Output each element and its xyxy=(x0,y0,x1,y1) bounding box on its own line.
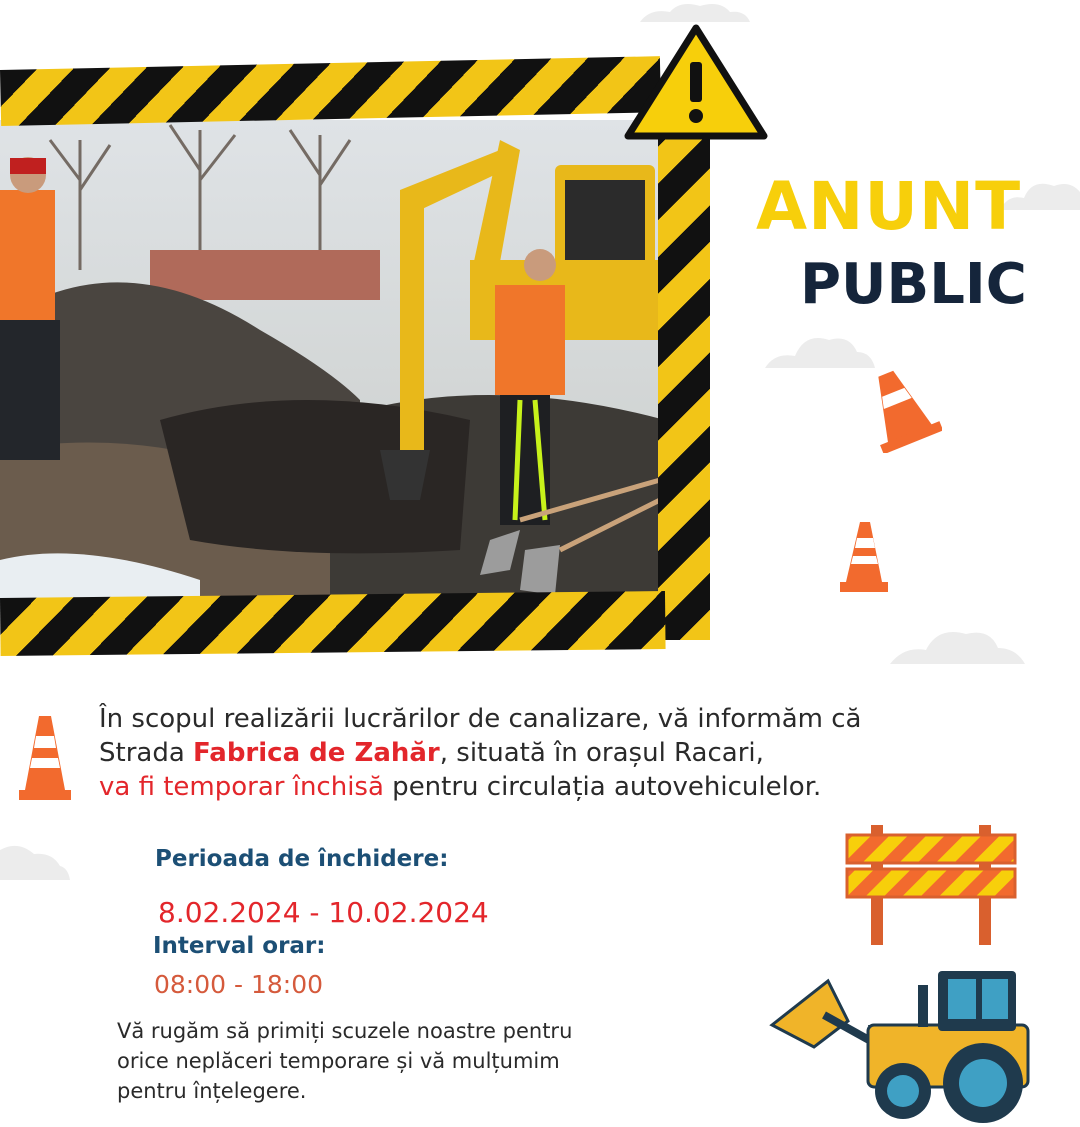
cloud-icon xyxy=(640,0,750,22)
closing-line1: Vă rugăm să primiți scuzele noastre pentru xyxy=(117,1019,573,1043)
notice-part1: În scopul realizării lucrărilor de canalizare, vă informăm că xyxy=(99,704,862,734)
hazard-stripe-bottom xyxy=(0,591,666,656)
warning-icon xyxy=(622,22,770,142)
cloud-icon xyxy=(765,326,875,368)
road-barrier-icon xyxy=(845,825,1017,947)
bulldozer-icon xyxy=(768,965,1034,1127)
interval-value: 08:00 - 18:00 xyxy=(154,970,324,999)
street-name: Fabrica de Zahăr xyxy=(193,738,440,768)
construction-photo xyxy=(0,120,665,612)
period-label: Perioada de închidere: xyxy=(155,846,449,872)
title-anunt: ANUNT xyxy=(756,168,1022,245)
closed-phrase: va fi temporar închisă xyxy=(99,772,384,802)
traffic-cone-icon xyxy=(838,520,890,594)
cloud-icon xyxy=(890,622,1025,664)
closing-line2: orice neplăceri temporare și vă mulțumim xyxy=(117,1049,560,1073)
title-public: PUBLIC xyxy=(800,252,1027,317)
interval-label: Interval orar: xyxy=(153,933,326,959)
traffic-cone-icon xyxy=(858,365,942,453)
notice-part4: pentru circulația autovehiculelor. xyxy=(383,772,822,802)
cloud-icon xyxy=(0,840,70,880)
hazard-stripe-right xyxy=(658,110,710,640)
closing-text xyxy=(117,1016,717,1106)
notice-text xyxy=(99,702,999,804)
notice-part3: , situată în orașul Racari, xyxy=(439,738,764,768)
closing-line3: pentru înțelegere. xyxy=(117,1079,307,1103)
hazard-stripe-top xyxy=(0,56,661,126)
period-value: 8.02.2024 - 10.02.2024 xyxy=(158,896,489,929)
notice-part2: Strada xyxy=(99,738,194,768)
traffic-cone-icon xyxy=(17,714,73,802)
